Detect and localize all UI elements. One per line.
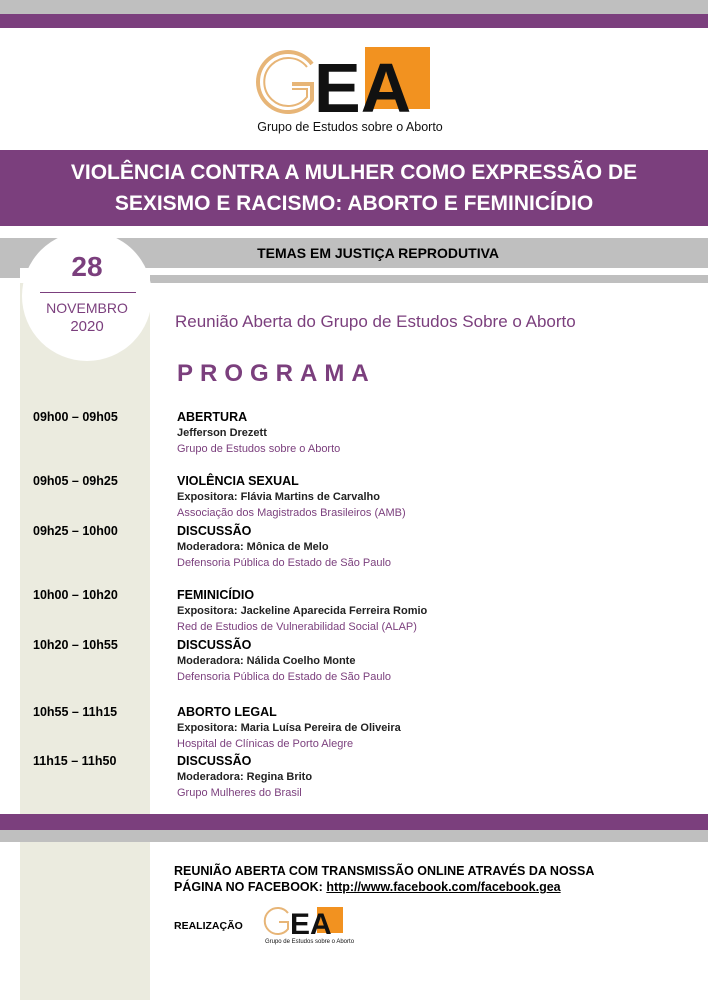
session-title: DISCUSSÃO: [177, 524, 252, 538]
date-divider: [40, 292, 136, 293]
title-banner: [0, 150, 708, 226]
event-subtitle: Reunião Aberta do Grupo de Estudos Sobre o Aborto: [175, 312, 576, 331]
program-heading: PROGRAMA: [177, 360, 376, 387]
session: [177, 473, 677, 521]
facebook-link[interactable]: http://www.facebook.com/facebook.gea: [326, 880, 561, 894]
bottom-gray-bar: [0, 830, 708, 842]
session-title: FEMINICÍDIO: [177, 588, 255, 602]
session-title: ABORTO LEGAL: [177, 705, 277, 719]
session-time: 10h20 – 10h55: [33, 638, 118, 652]
session-org: Grupo Mulheres do Brasil: [177, 787, 302, 799]
session-time: 11h15 – 11h50: [33, 754, 117, 768]
footer-logo-caption: Grupo de Estudos sobre o Aborto: [264, 939, 355, 945]
session: [177, 704, 677, 752]
theme-bar: TEMAS EM JUSTIÇA REPRODUTIVA: [0, 238, 708, 268]
session-person: Moderadora: Nálida Coelho Monte: [177, 655, 356, 667]
svg-text:EA: EA: [314, 49, 412, 127]
realizacao-label: REALIZAÇÃO: [174, 920, 243, 932]
date-day: 28: [71, 251, 103, 282]
top-purple-bar: [0, 14, 708, 28]
session-time: 09h00 – 09h05: [33, 410, 118, 424]
session: [177, 587, 677, 635]
footer-line-2-prefix: PÁGINA NO FACEBOOK:: [174, 880, 327, 894]
session-person: Jefferson Drezett: [177, 427, 267, 439]
session-time: 10h00 – 10h20: [33, 588, 118, 602]
session-time: 09h25 – 10h00: [33, 524, 118, 538]
session-org: Grupo de Estudos sobre o Aborto: [177, 443, 341, 455]
session-title: DISCUSSÃO: [177, 754, 252, 768]
footer-gea-logo: [262, 904, 357, 950]
session-person: Expositora: Jackeline Aparecida Ferreira Romio: [177, 605, 428, 617]
logo-caption: Grupo de Estudos sobre o Aborto: [257, 120, 443, 134]
footer-notice: [174, 863, 594, 895]
session-title: DISCUSSÃO: [177, 638, 252, 652]
title-line-1: VIOLÊNCIA CONTRA A MULHER COMO EXPRESSÃO DE: [70, 161, 638, 184]
session: [177, 409, 677, 457]
session-person: Moderadora: Mônica de Melo: [177, 541, 329, 553]
lower-gray-rule: [150, 275, 708, 283]
session-title: ABERTURA: [177, 410, 248, 424]
session-time: 10h55 – 11h15: [33, 705, 118, 719]
session-org: Defensoria Pública do Estado de São Paulo: [177, 557, 392, 569]
footer-line-2: [174, 879, 594, 895]
svg-text:EA: EA: [290, 908, 332, 940]
left-gray-strip: [0, 268, 20, 278]
session-org: Defensoria Pública do Estado de São Paulo: [177, 671, 392, 683]
top-gray-bar: [0, 0, 708, 14]
footer-line-1: REUNIÃO ABERTA COM TRANSMISSÃO ONLINE ATRAVÉS DA NOSSA: [174, 864, 595, 878]
session: [177, 753, 677, 801]
session-org: Associação dos Magistrados Brasileiros (AMB): [177, 507, 406, 519]
date-month: NOVEMBRO: [46, 300, 128, 316]
session-time: 09h05 – 09h25: [33, 474, 118, 488]
session-person: Expositora: Maria Luísa Pereira de Oliveira: [177, 722, 401, 734]
date-year: 2020: [70, 318, 104, 335]
session-org: Hospital de Clínicas de Porto Alegre: [177, 738, 354, 750]
session-person: Moderadora: Regina Brito: [177, 771, 313, 783]
bottom-purple-bar: [0, 814, 708, 830]
session-title: VIOLÊNCIA SEXUAL: [177, 474, 299, 488]
title-line-2: SEXISMO E RACISMO: ABORTO E FEMINICÍDIO: [114, 192, 594, 215]
session-person: Expositora: Flávia Martins de Carvalho: [177, 491, 380, 503]
session: [177, 523, 677, 571]
session-org: Red de Estudios de Vulnerabilidad Social (ALAP): [177, 621, 417, 633]
session: [177, 637, 677, 685]
gea-logo: [250, 42, 450, 142]
footer-logo-graphic: [262, 904, 357, 940]
